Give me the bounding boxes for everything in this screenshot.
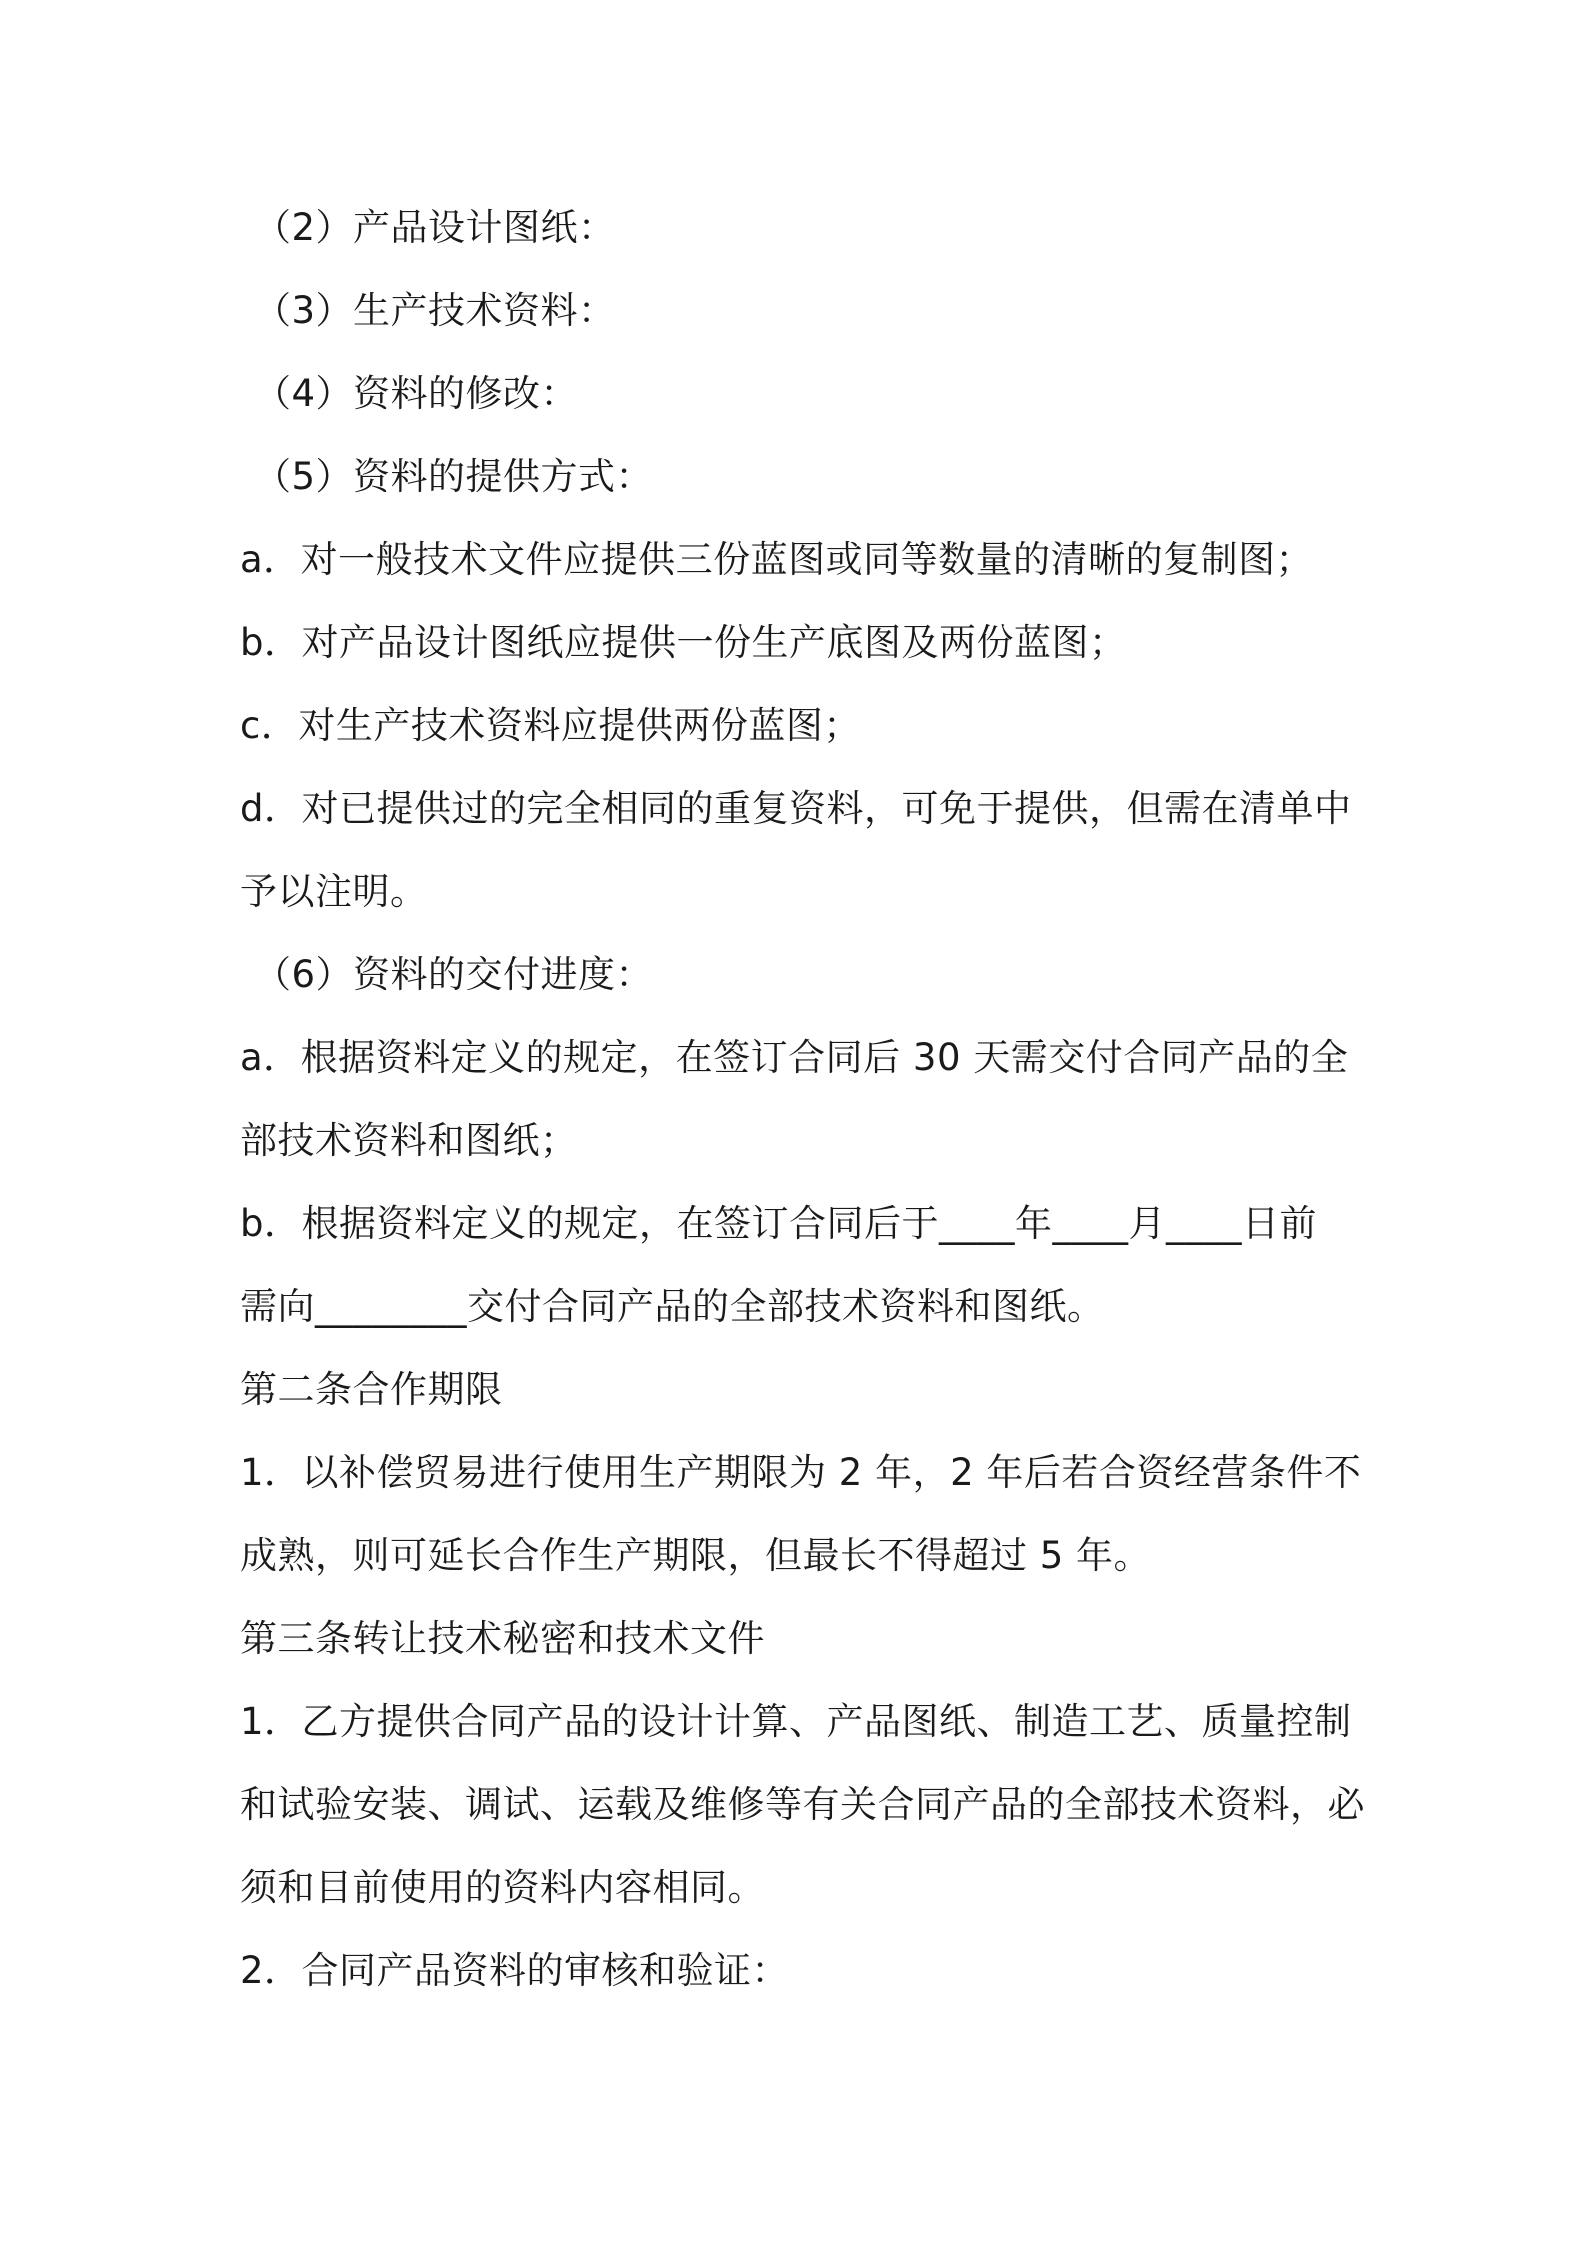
item-5-provision-method: （5）资料的提供方式： [254,455,654,498]
item-6-delivery-schedule: （6）资料的交付进度： [254,953,654,996]
sub-item-b-design-drawings: b．对产品设计图纸应提供一份生产底图及两份蓝图； [240,621,1127,664]
item-4-doc-revision: （4）资料的修改： [254,372,579,415]
item-3-production-docs: （3）生产技术资料： [254,289,616,332]
article-3-heading: 第三条转让技术秘密和技术文件 [240,1617,765,1660]
schedule-a: a．根据资料定义的规定，在签订合同后 30 天需交付合同产品的全 [240,1036,1349,1079]
schedule-b: b．根据资料定义的规定，在签订合同后于____年____月____日前 [240,1202,1317,1245]
article-3-clause-1-line-2: 和试验安装、调试、运载及维修等有关合同产品的全部技术资料，必 [240,1783,1365,1826]
article-2-clause-1: 1．以补偿贸易进行使用生产期限为 2 年，2 年后若合资经营条件不 [240,1451,1362,1494]
schedule-a-continued: 部技术资料和图纸； [240,1119,578,1162]
article-3-clause-1: 1．乙方提供合同产品的设计计算、产品图纸、制造工艺、质量控制 [240,1700,1352,1743]
article-3-clause-1-line-3: 须和目前使用的资料内容相同。 [240,1866,765,1909]
article-2-clause-1-continued: 成熟，则可延长合作生产期限，但最长不得超过 5 年。 [240,1534,1152,1577]
schedule-b-continued: 需向________交付合同产品的全部技术资料和图纸。 [240,1285,1105,1328]
item-2-product-drawings: （2）产品设计图纸： [254,206,616,249]
sub-item-d-continued: 予以注明。 [240,870,428,913]
article-2-heading: 第二条合作期限 [240,1368,503,1411]
article-3-clause-2: 2．合同产品资料的审核和验证： [240,1949,790,1992]
sub-item-a-general-docs: a．对一般技术文件应提供三份蓝图或同等数量的清晰的复制图； [240,538,1314,581]
sub-item-d-duplicate-docs: d．对已提供过的完全相同的重复资料，可免于提供，但需在清单中 [240,787,1352,830]
sub-item-c-production-docs: c．对生产技术资料应提供两份蓝图； [240,704,861,747]
